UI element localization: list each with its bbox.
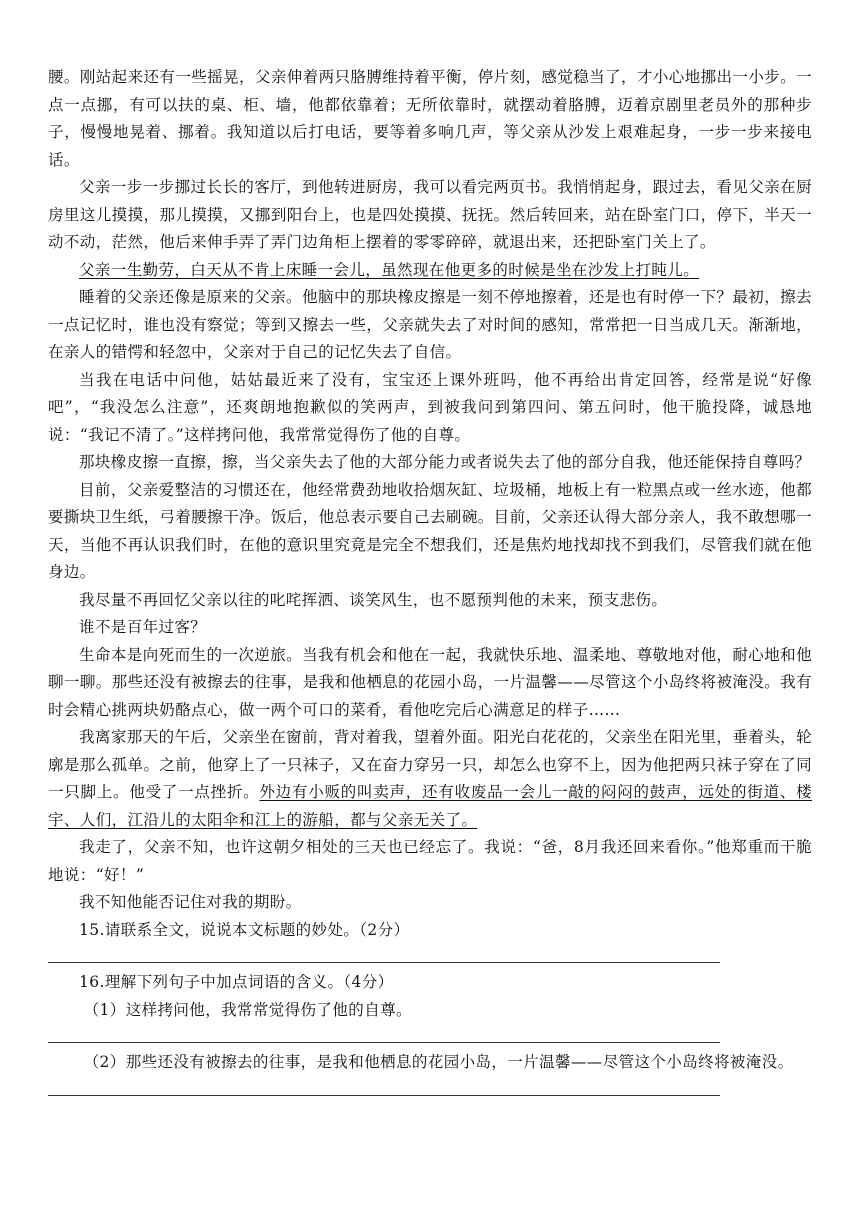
paragraph: 腰。刚站起来还有一些摇晃，父亲伸着两只胳膊维持着平衡，停片刻，感觉稳当了，才小心地挪出一小步。一点一点挪，有可以扶的桌、柜、墙，他都依靠着；无所依靠时，就摆动着胳膊，迈着京剧里老员外的那种步子，慢慢地晃着、挪着。我知道以后打电话，要等着多响几声，等父亲从沙发上艰难起身，一步一步来接电话。: [48, 68, 812, 169]
paragraph: 谁不是百年过客？: [79, 618, 207, 636]
paragraph: 我不知他能否记住对我的期盼。: [79, 893, 302, 911]
paragraph: 父亲一步一步挪过长长的客厅，到他转进厨房，我可以看完两页书。我悄悄起身，跟过去，看见父亲在厨房里这儿摸摸，那儿摸摸，又挪到阳台上，也是四处摸摸、抚抚。然后转回来，站在卧室门口，停下，半天一动不动，茫然，他后来伸手弄了弄门边角柜上摆着的零零碎碎，就退出来，还把卧室门关上了。: [48, 178, 812, 251]
paragraph: 当我在电话中问他，姑姑最近来了没有，宝宝还上课外班吗，他不再给出肯定回答，经常是说“好像吧”，“我没怎么注意”，还爽朗地抱歉似的笑两声，到被我问到第四问、第五问时，他干脆投降，诚恳地说：“我记不清了。”这样拷问他，我常常觉得伤了他的自尊。: [48, 370, 812, 444]
paragraph-text: 我离家那天的午后，父亲坐在窗前，背对着我，望着外面。阳光白花花的，父亲坐在阳光里，垂着头，轮廓是那么孤单。之前，他穿上了一只袜子，又在奋力穿另一只，却怎么也穿不上，因为他把两只袜子穿在了同一只脚上。他受了一点挫折。: [48, 728, 812, 801]
answer-line-16-2[interactable]: [48, 1077, 720, 1096]
question-15: 15.请联系全文，说说本文标题的妙处。（2分）: [79, 920, 410, 939]
paragraph: 那块橡皮擦一直擦，擦，当父亲失去了他的大部分能力或者说失去了他的部分自我，他还能保持自尊吗？: [79, 453, 811, 471]
question-16-1: （1）这样拷问他，我常常觉得伤了他的自尊。: [83, 1000, 412, 1019]
paragraph: 目前，父亲爱整洁的习惯还在，他经常费劲地收拾烟灰缸、垃圾桶，地板上有一粒黑点或一丝水迹，他都要撕块卫生纸，弓着腰擦干净。饭后，他总表示要自己去刷碗。目前，父亲还认得大部分亲人，我不敢想哪一天，当他不再认识我们时，在他的意识里究竟是完全不想我们，还是焦灼地找却找不到我们，尽管我们就在他身边。: [48, 480, 812, 581]
paragraph: 睡着的父亲还像是原来的父亲。他脑中的那块橡皮擦是一刻不停地擦着，还是也有时停一下？最初，擦去一点记忆时，谁也没有察觉；等到又擦去一些，父亲就失去了对时间的感知，常常把一日当成几天。渐渐地，在亲人的错愕和轻忽中，父亲对于自己的记忆失去了自信。: [48, 288, 812, 361]
question-16: 16.理解下列句子中加点词语的含义。（4分）: [79, 973, 394, 991]
answer-line-15[interactable]: [48, 944, 720, 963]
paragraph: 生命本是向死而生的一次逆旅。当我有机会和他在一起，我就快乐地、温柔地、尊敬地对他，耐心地和他聊一聊。那些还没有被擦去的往事，是我和他栖息的花园小岛，一片温馨——尽管这个小岛终将被淹没。我有时会精心挑两块奶酪点心，做一两个可口的菜肴，看他吃完后心满意足的样子……: [48, 645, 812, 719]
paragraph: 我走了，父亲不知，也许这朝夕相处的三天也已经忘了。我说：“爸，8月我还回来看你。”他郑重而干脆地说：“好！”: [48, 838, 812, 884]
paragraph: [48, 257, 812, 285]
document-page: [48, 64, 812, 1102]
answer-line-16-1[interactable]: [48, 1024, 720, 1043]
paragraph: [48, 724, 812, 834]
underlined-sentence: 外边有小贩的叫卖声，还有收废品一会儿一敲的闷闷的鼓声，远处的街道、楼宇、人们，江沿儿的太阳伞和江上的游船，都与父亲无关了。: [48, 783, 812, 829]
underlined-sentence: 父亲一生勤劳，白天从不肯上床睡一会儿，虽然现在他更多的时候是坐在沙发上打盹儿。: [79, 260, 700, 279]
question-16-2: （2）那些还没有被擦去的往事，是我和他栖息的花园小岛，一片温馨——尽管这个小岛终将被淹没。: [83, 1053, 794, 1071]
paragraph: 我尽量不再回忆父亲以往的叱咤挥洒、谈笑风生，也不愿预判他的未来，预支悲伤。: [79, 590, 668, 609]
